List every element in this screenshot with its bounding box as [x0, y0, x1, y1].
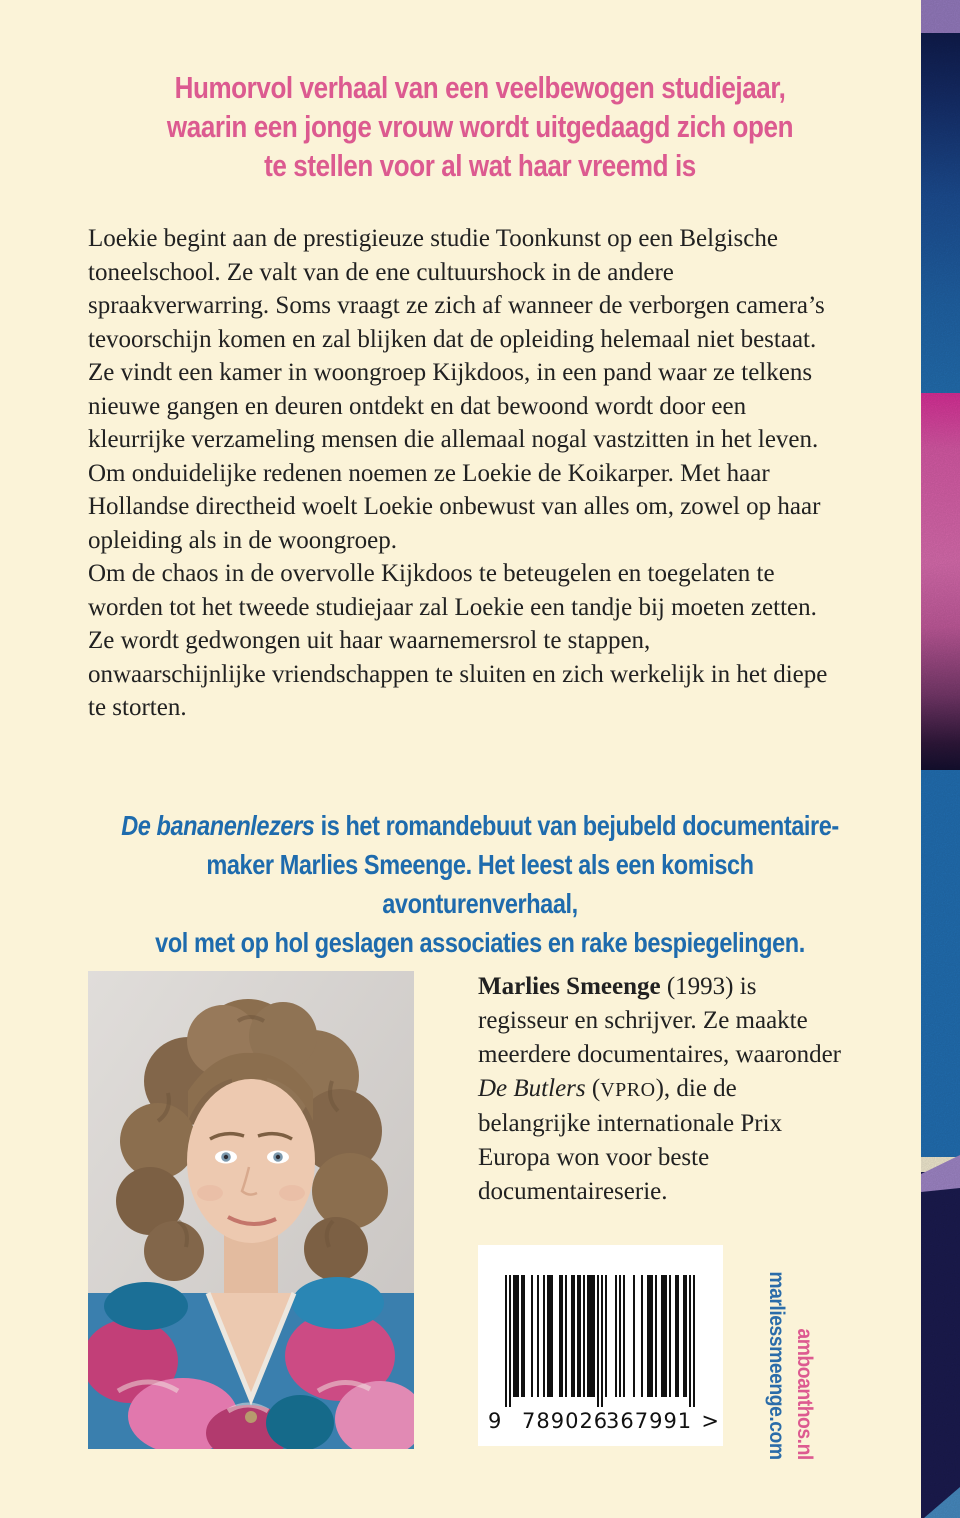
publisher-blurb: [119, 806, 841, 962]
cover-art-strip: [921, 0, 960, 1518]
barcode-number: [478, 1409, 723, 1439]
blurb-line: maker Marlies Smeenge. Het leest als een komisch avonturenverhaal,: [206, 849, 754, 919]
tagline-line: Humorvol verhaal van een veelbewogen studiejaar,: [174, 70, 786, 105]
publisher-website: amboanthos.nl: [793, 1328, 816, 1460]
blurb-line: [119, 806, 841, 845]
author-name: Marlies Smeenge: [478, 973, 661, 1000]
documentary-title: De Butlers: [478, 1075, 586, 1102]
barcode: [478, 1245, 723, 1446]
author-photo: [88, 971, 414, 1449]
blurb-line: vol met op hol geslagen associaties en rake bespiegelingen.: [155, 927, 805, 958]
synopsis-paragraph-2: Ze vindt een kamer in woongroep Kijkdoos, in een pand waar ze telkens nieuwe gangen en deuren ontdekt en dat bewoond wordt door een kleurrijke verzameling mensen die allemaal nogal vastzitten in het leven. Om onduidelijke redenen noemen ze Loekie de Koikarper. Met haar Hollandse directheid woelt Loekie onbewust van alles om, zowel op haar opleiding als in de woongroep.: [88, 359, 821, 554]
bio-text: (1993) is regisseur en schrijver. Ze maakte meerdere documentaires, waaronder: [478, 973, 842, 1068]
author-website: marliessmeenge.com: [765, 1271, 788, 1460]
tagline-line: te stellen voor al wat haar vreemd is: [264, 148, 696, 183]
book-title: De bananenlezers: [121, 810, 315, 841]
isbn-digit-group: 367991: [606, 1409, 693, 1433]
synopsis-paragraph-1: Loekie begint aan de prestigieuze studie Toonkunst op een Belgische toneelschool. Ze valt van de ene cultuurshock in de andere spraakverwarring. Soms vraagt ze zich af wanneer de verborgen camera’s tevoorschijn komen en zal blijken dat de opleiding helemaal niet bestaat.: [88, 225, 825, 353]
barcode-arrow: >: [701, 1409, 719, 1433]
bio-text: (: [585, 1075, 601, 1102]
synopsis: [88, 222, 833, 725]
face: [187, 1079, 315, 1243]
blurb-text: is het romandebuut van bejubeld documentaire-: [314, 810, 839, 841]
broadcaster-name: VPRO: [600, 1079, 656, 1101]
floral-blouse: [88, 1277, 414, 1449]
barcode-bars: [502, 1275, 698, 1411]
tagline: [127, 68, 833, 185]
isbn-digit-group: 789026: [522, 1409, 609, 1433]
bio-text: ), die de belangrijke internationale Prix Europa won voor beste documentaireserie.: [478, 1075, 783, 1205]
isbn-digit-group: 9: [488, 1409, 502, 1433]
author-bio: [478, 970, 846, 1209]
synopsis-paragraph-3: Om de chaos in de overvolle Kijkdoos te beteugelen en toegelaten te worden tot het tweede studiejaar zal Loekie een tandje bij moeten zetten. Ze wordt gedwongen uit haar waarnemersrol te stappen, onwaarschijnlijke vriendschappen te sluiten en zich werkelijk in het diepe te storten.: [88, 560, 828, 721]
tagline-line: waarin een jonge vrouw wordt uitgedaagd zich open: [166, 109, 794, 144]
